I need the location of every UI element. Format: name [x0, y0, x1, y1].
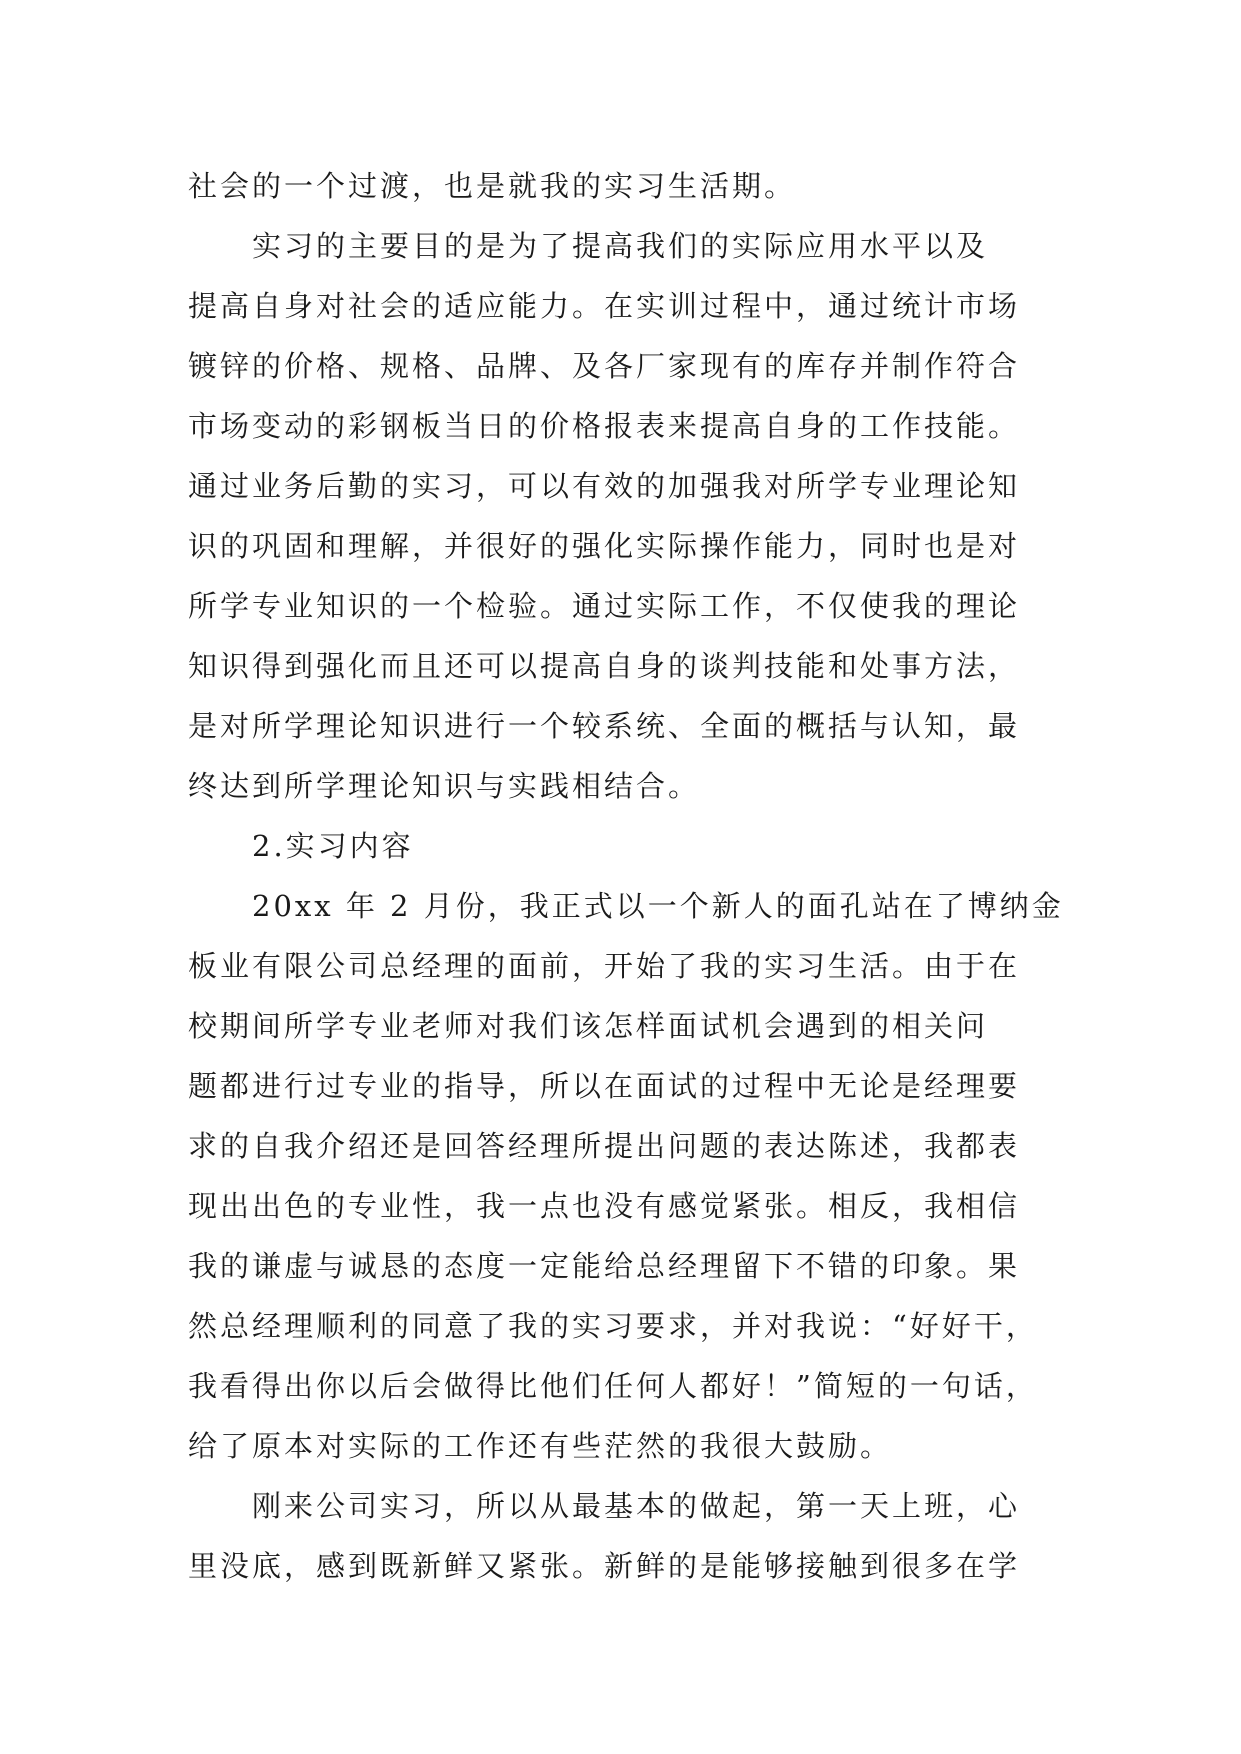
text-line: 所学专业知识的一个检验。通过实际工作，不仅使我的理论 — [188, 589, 1021, 623]
text-line: 板业有限公司总经理的面前，开始了我的实习生活。由于在 — [188, 949, 1021, 983]
paragraph-first-line: 实习的主要目的是为了提高我们的实际应用水平以及 — [252, 229, 989, 263]
text-line: 市场变动的彩钢板当日的价格报表来提高自身的工作技能。 — [188, 409, 1021, 443]
paragraph-first-line: 刚来公司实习，所以从最基本的做起，第一天上班，心 — [252, 1489, 1021, 1523]
body-text — [188, 156, 1068, 1596]
text-line: 知识得到强化而且还可以提高自身的谈判技能和处事方法， — [188, 649, 1021, 683]
text-line: 题都进行过专业的指导，所以在面试的过程中无论是经理要 — [188, 1069, 1021, 1103]
text-line: 给了原本对实际的工作还有些茫然的我很大鼓励。 — [188, 1429, 893, 1463]
text-line: 提高自身对社会的适应能力。在实训过程中，通过统计市场 — [188, 289, 1021, 323]
paragraph-first-line: 20xx 年 2 月份，我正式以一个新人的面孔站在了博纳金 — [252, 889, 1064, 923]
text-line: 然总经理顺利的同意了我的实习要求，并对我说：“好好干， — [188, 1309, 1038, 1343]
text-line: 通过业务后勤的实习，可以有效的加强我对所学专业理论知 — [188, 469, 1021, 503]
text-line: 社会的一个过渡，也是就我的实习生活期。 — [188, 169, 797, 203]
text-line: 镀锌的价格、规格、品牌、及各厂家现有的库存并制作符合 — [188, 349, 1021, 383]
text-line: 我的谦虚与诚恳的态度一定能给总经理留下不错的印象。果 — [188, 1249, 1021, 1283]
text-line: 校期间所学专业老师对我们该怎样面试机会遇到的相关问 — [188, 1009, 989, 1043]
text-line: 识的巩固和理解，并很好的强化实际操作能力，同时也是对 — [188, 529, 1021, 563]
section-heading: 2.实习内容 — [252, 829, 414, 863]
text-line: 是对所学理论知识进行一个较系统、全面的概括与认知，最 — [188, 709, 1021, 743]
text-line: 我看得出你以后会做得比他们任何人都好！”简短的一句话， — [188, 1369, 1038, 1403]
text-line: 现出出色的专业性，我一点也没有感觉紧张。相反，我相信 — [188, 1189, 1021, 1223]
text-line: 求的自我介绍还是回答经理所提出问题的表达陈述，我都表 — [188, 1129, 1021, 1163]
text-line: 终达到所学理论知识与实践相结合。 — [188, 769, 701, 803]
text-line: 里没底，感到既新鲜又紧张。新鲜的是能够接触到很多在学 — [188, 1549, 1021, 1583]
